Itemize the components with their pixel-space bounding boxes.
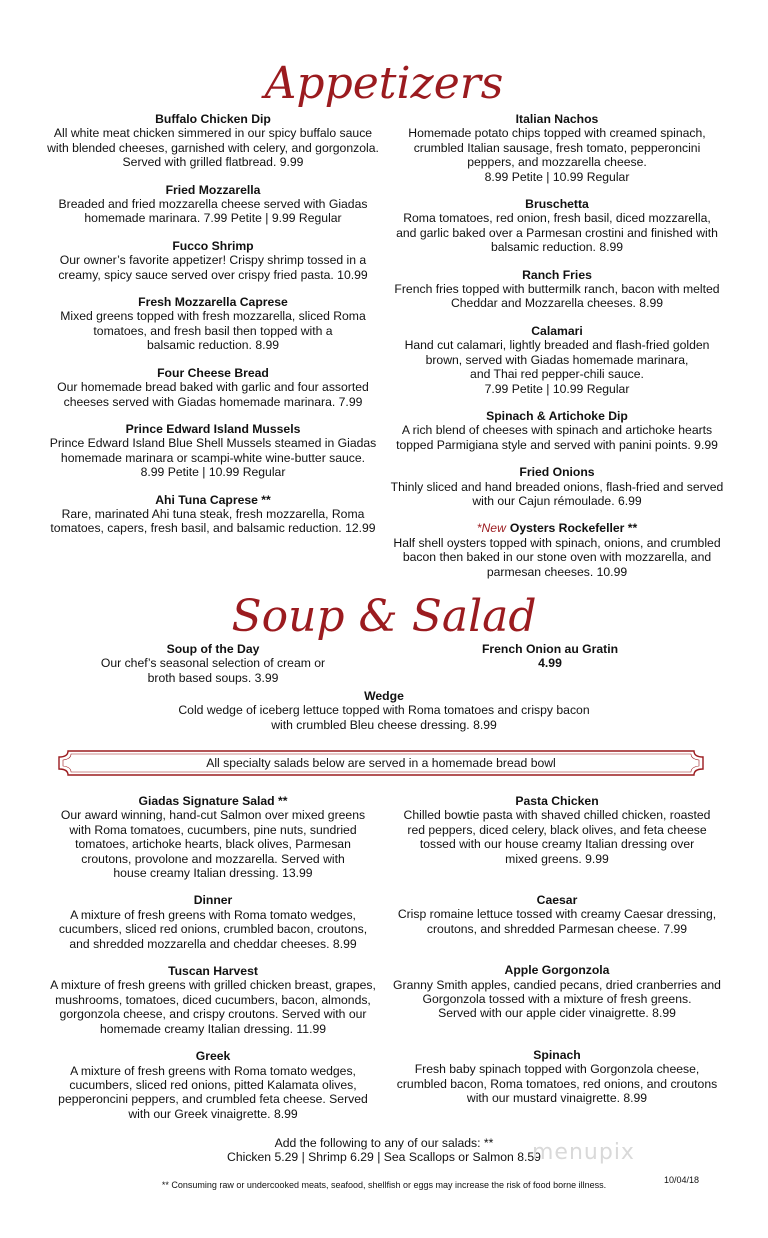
item-title: Fried Onions: [519, 465, 595, 480]
item-name: [382, 521, 732, 535]
new-badge: *New: [476, 521, 506, 536]
item-title: Buffalo Chicken Dip: [155, 112, 271, 126]
item-title: Caesar: [536, 893, 578, 908]
raw-food-footnote: ** Consuming raw or undercooked meats, seafood, shellfish or eggs may increase the risk of food borne illness.: [161, 1180, 607, 1190]
soup-salad-title: Soup & Salad: [231, 591, 537, 642]
addons-list: Chicken 5.29 | Shrimp 6.29 | Sea Scallops or Salmon 8.59: [227, 1150, 541, 1165]
addons-title: Add the following to any of our salads: **: [274, 1136, 494, 1150]
item-desc: Thinly sliced and hand breaded onions, flash-fried and served with our Cajun rémoulade. 6.99: [390, 479, 724, 508]
item-name: [382, 197, 732, 211]
item-desc: French fries topped with buttermilk ranch, bacon with melted Cheddar and Mozzarella cheeses. 8.99: [394, 282, 720, 311]
item-name: [40, 295, 386, 309]
item-name: [382, 794, 732, 808]
menu-item: [40, 964, 386, 1036]
item-desc: Cold wedge of iceberg lettuce topped with Roma tomatoes and crispy bacon with crumbled Bleu cheese dressing. 8.99: [178, 703, 590, 732]
french-onion: [400, 642, 700, 671]
item-title: Spinach & Artichoke Dip: [486, 408, 628, 423]
item-title: Giadas Signature Salad **: [138, 794, 288, 808]
item-name: [40, 964, 386, 978]
menu-item: [382, 324, 732, 396]
menu-item: [382, 465, 732, 508]
item-title: Fresh Mozzarella Caprese: [138, 295, 288, 310]
item-name: [40, 794, 386, 808]
item-name: French Onion au Gratin: [481, 642, 619, 656]
menu-item: [382, 963, 732, 1021]
item-desc: All white meat chicken simmered in our spicy buffalo sauce with blended cheeses, garnished with celery, and gorgonzola. Served with grilled flatbread. 9.99: [47, 126, 379, 170]
item-desc: Homemade potato chips topped with creamed spinach, crumbled Italian sausage, fresh tomato, pepperoncini peppers, and mozzarella cheese. 8.99 Petite | 10.99 Regular: [408, 126, 706, 184]
item-title: Ranch Fries: [522, 267, 592, 282]
item-desc: Fresh baby spinach topped with Gorgonzola cheese, crumbled bacon, Roma tomatoes, red onions, and croutons with our mustard vinaigrette. 8.99: [396, 1062, 718, 1106]
menu-item: [40, 112, 386, 170]
menu-item: [382, 268, 732, 311]
item-name: [382, 409, 732, 423]
item-desc: Granny Smith apples, candied pecans, dried cranberries and Gorgonzola tossed with a mixture of fresh greens. Served with our apple cider vinaigrette. 8.99: [393, 977, 721, 1021]
salads-left-column: [40, 794, 386, 1134]
item-title: Ahi Tuna Caprese **: [155, 492, 271, 507]
item-name: [40, 1049, 386, 1063]
item-title: Italian Nachos: [515, 112, 599, 126]
item-title: Calamari: [531, 323, 583, 338]
menu-item: [40, 493, 386, 536]
item-name: [382, 112, 732, 126]
item-name: [382, 465, 732, 479]
item-desc: A mixture of fresh greens with Roma tomato wedges, cucumbers, sliced red onions, pitted Kalamata olives, pepperoncini peppers, and crumbled feta cheese. Served with our Greek vinaigrette. 8.99: [58, 1063, 368, 1121]
item-desc: A mixture of fresh greens with Roma tomato wedges, cucumbers, sliced red onions, crumbled bacon, croutons, and shredded mozzarella and cheddar cheeses. 8.99: [58, 907, 368, 951]
item-name: Wedge: [364, 689, 404, 703]
menu-item: [382, 197, 732, 255]
item-name: [40, 893, 386, 907]
appetizers-title: Appetizers: [264, 58, 504, 109]
item-name: [382, 893, 732, 907]
item-desc: A rich blend of cheeses with spinach and artichoke hearts topped Parmigiana style and served with panini points. 9.99: [396, 423, 718, 452]
salads-right-column: [382, 794, 732, 1119]
item-title: Prince Edward Island Mussels: [125, 421, 301, 436]
menu-item: [40, 366, 386, 409]
item-desc: Prince Edward Island Blue Shell Mussels steamed in Giadas homemade marinara or scampi-white wine-butter sauce. 8.99 Petite | 10.99 Regular: [49, 436, 377, 480]
menu-item: [40, 239, 386, 282]
item-desc: Our owner’s favorite appetizer! Crispy shrimp tossed in a creamy, spicy sauce served over crispy fried pasta. 10.99: [58, 253, 368, 282]
menu-item: [40, 1049, 386, 1121]
menupix-watermark: menupix: [532, 1140, 635, 1165]
item-desc: Hand cut calamari, lightly breaded and flash-fried golden brown, served with Giadas homemade marinara, and Thai red pepper-chili sauce. 7.99 Petite | 10.99 Regular: [404, 338, 710, 396]
wedge-salad: [134, 689, 634, 732]
item-title: Pasta Chicken: [515, 794, 599, 808]
menu-item: [382, 409, 732, 452]
item-name: Soup of the Day: [166, 642, 260, 656]
menu-item: [382, 794, 732, 866]
item-title: Oysters Rockefeller **: [509, 521, 638, 536]
menu-item: [382, 521, 732, 579]
item-title: Spinach: [533, 1047, 581, 1062]
item-name: [40, 112, 386, 126]
menu-item: [40, 295, 386, 353]
menu-date: 10/04/18: [664, 1175, 700, 1185]
item-desc: Rare, marinated Ahi tuna steak, fresh mozzarella, Roma tomatoes, capers, fresh basil, and balsamic reduction. 12.99: [50, 506, 376, 536]
item-name: [40, 493, 386, 507]
menu-item: [382, 112, 732, 184]
item-name: [382, 268, 732, 282]
item-desc: Our award winning, hand-cut Salmon over mixed greens with Roma tomatoes, cucumbers, pine nuts, sundried tomatoes, artichoke hearts, black olives, Parmesan croutons, provolone and mozzarella. Served with house creamy Italian dressing. 13.99: [60, 808, 366, 881]
item-title: Dinner: [193, 893, 233, 908]
item-title: Four Cheese Bread: [157, 365, 269, 380]
item-desc: Mixed greens topped with fresh mozzarella, sliced Roma tomatoes, and fresh basil then topped with a balsamic reduction. 8.99: [60, 309, 366, 353]
banner-text: All specialty salads below are served in a homemade bread bowl: [206, 756, 556, 770]
item-desc: Chilled bowtie pasta with shaved chilled chicken, roasted red peppers, diced celery, black olives, and feta cheese tossed with our house creamy Italian dressing over mixed greens. 9.99: [403, 808, 711, 866]
menu-item: [40, 422, 386, 480]
menu-item: [40, 794, 386, 880]
soup-of-the-day: [60, 642, 366, 685]
item-desc: Our chef’s seasonal selection of cream or broth based soups. 3.99: [100, 656, 326, 685]
bread-bowl-banner: [58, 750, 704, 776]
item-desc: Breaded and fried mozzarella cheese served with Giadas homemade marinara. 7.99 Petite | 9.99 Regular: [58, 197, 368, 226]
menu-item: [40, 183, 386, 226]
item-name: [40, 422, 386, 436]
item-desc: Roma tomatoes, red onion, fresh basil, diced mozzarella, and garlic baked over a Parmesan crostini and finished with balsamic reduction. 8.99: [396, 211, 718, 255]
item-name: [382, 963, 732, 977]
menu-item: [382, 1048, 732, 1106]
item-price: 4.99: [538, 656, 562, 671]
item-title: Bruschetta: [525, 197, 589, 212]
item-desc: Our homemade bread baked with garlic and four assorted cheeses served with Giadas homemade marinara. 7.99: [57, 380, 369, 409]
item-desc: Crisp romaine lettuce tossed with creamy Caesar dressing, croutons, and shredded Parmesan cheese. 7.99: [397, 907, 717, 936]
item-name: [382, 324, 732, 338]
item-title: Tuscan Harvest: [168, 964, 258, 979]
appetizers-right-column: [382, 112, 732, 592]
item-name: [40, 366, 386, 380]
item-title: Fucco Shrimp: [172, 238, 254, 253]
menu-item: [40, 893, 386, 951]
item-name: [40, 183, 386, 197]
item-desc: A mixture of fresh greens with grilled chicken breast, grapes, mushrooms, tomatoes, diced cucumbers, bacon, almonds, gorgonzola cheese, and crispy croutons. Served with our homemade creamy Italian dressing. 11.99: [50, 978, 376, 1036]
item-name: [382, 1048, 732, 1062]
item-title: Fried Mozzarella: [165, 182, 261, 197]
item-title: Apple Gorgonzola: [504, 963, 610, 978]
item-desc: Half shell oysters topped with spinach, onions, and crumbled bacon then baked in our stone oven with mozzarella, and parmesan cheeses. 10.99: [393, 535, 721, 579]
appetizers-left-column: [40, 112, 386, 549]
item-title: Greek: [195, 1049, 231, 1064]
item-name: [40, 239, 386, 253]
menu-item: [382, 893, 732, 936]
